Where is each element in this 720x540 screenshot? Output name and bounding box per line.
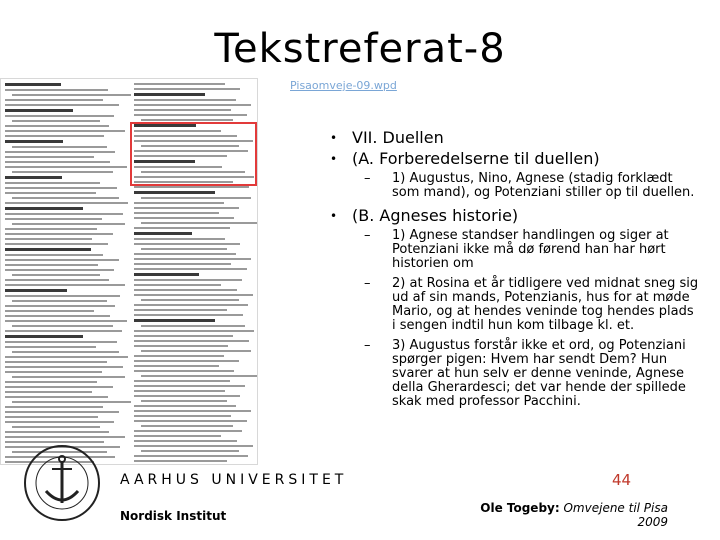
document-text-line xyxy=(134,284,221,286)
document-text-line xyxy=(5,166,127,168)
document-text-line xyxy=(5,259,119,261)
document-text-line xyxy=(134,268,247,270)
document-text-line xyxy=(134,88,240,90)
document-text-line xyxy=(5,213,123,215)
book-title: Omvejene til Pisa xyxy=(563,501,668,515)
highlight-box xyxy=(130,122,257,186)
bullet-list xyxy=(330,128,700,415)
document-text-line xyxy=(134,440,237,442)
document-text-line xyxy=(5,366,123,368)
document-text-line xyxy=(5,238,92,240)
document-text-line xyxy=(5,371,102,373)
document-text-line xyxy=(5,295,120,297)
document-text-line xyxy=(134,385,245,387)
document-text-line xyxy=(134,202,224,204)
document-text-line xyxy=(5,346,96,348)
sub-bullet-item: – 2) at Rosina et år tidligere ved midnat sneg sig ud af sin mands, Potenzianis, hus for at møde Mario, og at hendes veninde tog hendes plads i sengen indtil hun kom tilbage kl. et. xyxy=(364,277,700,333)
document-text-line xyxy=(5,135,104,137)
document-text-line xyxy=(5,421,114,423)
document-text-line xyxy=(5,396,108,398)
document-text-line xyxy=(134,420,247,422)
document-text-line xyxy=(134,435,221,437)
document-text-line xyxy=(5,264,98,266)
document-text-line xyxy=(5,83,61,86)
document-text-line xyxy=(5,315,110,317)
document-text-line xyxy=(134,273,199,276)
document-text-line xyxy=(12,325,112,327)
document-text-line xyxy=(134,304,248,306)
document-text-line xyxy=(12,274,100,276)
document-text-line xyxy=(5,202,128,204)
document-text-line xyxy=(12,94,131,96)
document-text-line xyxy=(134,410,251,412)
bullet-item: • (A. Forberedelserne til duellen) xyxy=(330,149,700,168)
document-text-line xyxy=(134,232,192,235)
slide-title: Tekstreferat-8 xyxy=(214,26,506,72)
document-text-line xyxy=(134,212,219,214)
document-text-line xyxy=(5,104,119,106)
document-text-line xyxy=(141,325,245,327)
document-text-line xyxy=(134,390,225,392)
document-text-line xyxy=(5,381,97,383)
document-text-line xyxy=(134,365,219,367)
document-text-line xyxy=(134,309,227,311)
document-text-line xyxy=(5,356,128,358)
university-name: AARHUS UNIVERSITET xyxy=(120,472,348,488)
document-text-line xyxy=(134,314,243,316)
document-text-line xyxy=(5,386,113,388)
document-text-line xyxy=(134,380,230,382)
document-text-line xyxy=(134,445,253,447)
document-text-line xyxy=(134,93,205,96)
document-text-line xyxy=(141,400,227,402)
sub-bullet-item: – 1) Agnese standser handlingen og siger at Potenziani ikke må dø førend han har hørt historien om xyxy=(364,229,700,271)
document-text-line xyxy=(5,233,113,235)
document-text-line xyxy=(141,248,227,250)
university-seal-icon xyxy=(22,443,102,523)
document-text-line xyxy=(5,187,117,189)
document-text-line xyxy=(5,284,125,286)
document-text-line xyxy=(134,330,254,332)
document-text-line xyxy=(12,426,100,428)
document-text-line xyxy=(5,207,83,210)
document-text-line xyxy=(12,351,119,353)
document-text-line xyxy=(141,119,233,121)
document-text-line xyxy=(5,140,63,143)
document-text-line xyxy=(134,455,248,457)
document-text-line xyxy=(134,430,242,432)
year: 2009 xyxy=(637,515,668,529)
document-text-line xyxy=(5,279,109,281)
document-text-line xyxy=(5,125,109,127)
document-text-line xyxy=(134,253,236,255)
bullet-item: • VII. Duellen xyxy=(330,128,700,147)
document-text-line xyxy=(134,217,234,219)
document-text-line xyxy=(5,89,108,91)
document-text-line xyxy=(134,238,225,240)
document-text-line xyxy=(5,156,94,158)
bullet-item: • (B. Agneses historie) xyxy=(330,206,700,225)
document-text-line xyxy=(5,218,102,220)
file-link[interactable]: Pisaomveje-09.wpd xyxy=(290,79,397,92)
document-text-line xyxy=(12,300,106,302)
document-text-line xyxy=(5,151,115,153)
document-text-line xyxy=(134,104,251,106)
document-text-line xyxy=(5,109,73,112)
document-text-line xyxy=(134,345,228,347)
document-text-line xyxy=(5,330,122,332)
document-text-line xyxy=(5,99,103,101)
document-text-line xyxy=(141,450,239,452)
document-text-line xyxy=(134,279,242,281)
document-text-line xyxy=(141,299,239,301)
document-text-line xyxy=(12,120,100,122)
document-text-line xyxy=(141,425,233,427)
document-text-line xyxy=(134,319,215,322)
page-number: 44 xyxy=(612,471,632,489)
document-text-line xyxy=(134,360,239,362)
document-text-line xyxy=(134,109,231,111)
document-text-line xyxy=(5,248,91,251)
document-text-line xyxy=(134,289,237,291)
document-text-line xyxy=(5,130,125,132)
document-text-line xyxy=(5,436,125,438)
sub-bullet-item: – 1) Augustus, Nino, Agnese (stadig forklædt som mand), og Potenziani stiller op til duellen. xyxy=(364,172,700,200)
document-text-line xyxy=(5,305,115,307)
document-text-line xyxy=(5,310,94,312)
document-text-line xyxy=(134,83,225,85)
document-text-line xyxy=(12,223,125,225)
document-text-line xyxy=(134,395,240,397)
sub-bullet-item: – 3) Augustus forstår ikke et ord, og Potenziani spørger pigen: Hvem har sendt Dem? Hun svarer at hun selv er denne veninde, Agnese della Gherardesci; det var hende der spillede skak med professor Pacchini. xyxy=(364,339,700,409)
document-text-line xyxy=(134,243,240,245)
document-text-line xyxy=(5,406,103,408)
document-text-line xyxy=(141,350,251,352)
document-text-line xyxy=(5,411,119,413)
institute-name: Nordisk Institut xyxy=(120,509,227,523)
author-name: Ole Togeby: xyxy=(480,501,560,515)
document-text-line xyxy=(5,176,62,179)
document-text-line xyxy=(5,243,108,245)
document-text-line xyxy=(134,258,251,260)
document-text-line xyxy=(141,375,257,377)
document-text-line xyxy=(5,361,107,363)
document-text-line xyxy=(134,114,247,116)
document-text-line xyxy=(5,228,97,230)
document-text-line xyxy=(5,254,103,256)
document-text-line xyxy=(134,207,239,209)
document-text-line xyxy=(12,171,112,173)
document-text-line xyxy=(134,186,249,188)
document-text-line xyxy=(134,99,236,101)
document-text-line xyxy=(5,416,98,418)
document-text-line xyxy=(134,405,236,407)
document-left-column xyxy=(5,83,129,460)
document-text-line xyxy=(134,340,249,342)
document-text-line xyxy=(134,415,231,417)
document-text-line xyxy=(5,289,67,292)
document-text-line xyxy=(5,115,114,117)
document-text-line xyxy=(12,401,131,403)
document-text-line xyxy=(5,320,127,322)
document-text-line xyxy=(5,269,114,271)
document-text-line xyxy=(134,370,234,372)
document-text-line xyxy=(134,191,215,194)
document-text-line xyxy=(12,197,119,199)
document-text-line xyxy=(12,146,106,148)
footer-credit xyxy=(480,501,668,529)
document-text-line xyxy=(134,335,233,337)
document-text-line xyxy=(5,192,96,194)
document-text-line xyxy=(5,161,110,163)
document-text-line xyxy=(5,391,92,393)
document-text-line xyxy=(134,227,230,229)
document-text-line xyxy=(134,355,224,357)
document-text-line xyxy=(5,182,100,184)
document-text-line xyxy=(5,341,117,343)
document-text-line xyxy=(12,376,125,378)
document-text-line xyxy=(5,335,83,338)
document-text-line xyxy=(134,460,227,462)
document-text-line xyxy=(134,263,231,265)
document-text-line xyxy=(134,294,253,296)
document-text-line xyxy=(5,431,109,433)
document-text-line xyxy=(141,222,257,224)
document-text-line xyxy=(141,197,251,199)
